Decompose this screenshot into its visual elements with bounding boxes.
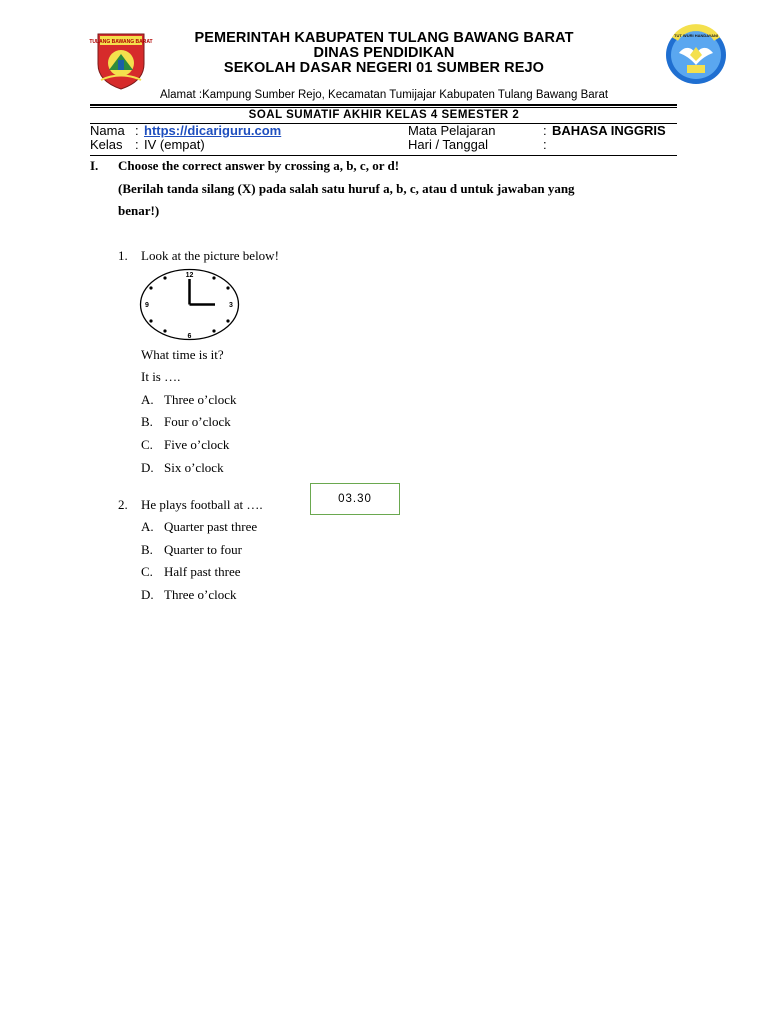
section-numeral: I. — [90, 158, 99, 173]
clock-label-12: 12 — [185, 272, 194, 279]
hari-colon: : — [543, 137, 547, 152]
exam-title: SOAL SUMATIF AKHIR KELAS 4 SEMESTER 2 — [248, 109, 520, 121]
q2-option-d-text[interactable]: Three o’clock — [164, 587, 237, 602]
clock-svg — [139, 268, 240, 341]
time-box: 03.30 — [310, 483, 400, 515]
mapel-colon: : — [543, 123, 547, 138]
nama-colon: : — [135, 123, 139, 138]
hari-label: Hari / Tanggal — [408, 137, 488, 152]
q1-option-a-letter[interactable]: A. — [141, 392, 154, 407]
q2-option-a-text[interactable]: Quarter past three — [164, 519, 258, 534]
q2-option-a-letter[interactable]: A. — [141, 519, 154, 534]
svg-text:TULANG BAWANG BARAT: TULANG BAWANG BARAT — [89, 39, 153, 45]
kelas-value: IV (empat) — [144, 137, 205, 152]
clock-label-3: 3 — [229, 302, 233, 309]
svg-text:TUT WURI HANDAYANI: TUT WURI HANDAYANI — [674, 33, 718, 38]
instruction-indonesian-line1: (Berilah tanda silang (X) pada salah satu huruf a, b, c, atau d untuk jawaban yang — [118, 181, 575, 196]
mapel-label: Mata Pelajaran — [408, 123, 496, 138]
clock-label-9: 9 — [145, 302, 149, 309]
q1-option-d-letter[interactable]: D. — [141, 460, 154, 475]
government-title: PEMERINTAH KABUPATEN TULANG BAWANG BARAT — [194, 30, 574, 46]
q1-option-d-text[interactable]: Six o’clock — [164, 460, 224, 475]
instruction-english: Choose the correct answer by crossing a, b, c, or d! — [118, 158, 400, 173]
q1-option-c-letter[interactable]: C. — [141, 437, 153, 452]
kelas-label: Kelas — [90, 137, 123, 152]
kelas-colon: : — [135, 137, 139, 152]
info-divider — [90, 155, 677, 156]
clock-label-6: 6 — [187, 333, 192, 340]
nama-label: Nama — [90, 123, 125, 138]
q1-option-b-letter[interactable]: B. — [141, 414, 153, 429]
question-2-prompt: He plays football at …. — [141, 497, 263, 512]
q2-option-d-letter[interactable]: D. — [141, 587, 154, 602]
question-1-sub1: What time is it? — [141, 347, 224, 362]
q2-option-b-text[interactable]: Quarter to four — [164, 542, 242, 557]
question-1-sub2: It is …. — [141, 369, 181, 384]
clock-image — [139, 268, 240, 341]
header-divider-thick — [90, 104, 677, 106]
department-title: DINAS PENDIDIKAN — [313, 45, 455, 61]
school-title: SEKOLAH DASAR NEGERI 01 SUMBER REJO — [223, 60, 545, 76]
q1-option-a-text[interactable]: Three o’clock — [164, 392, 237, 407]
q2-option-b-letter[interactable]: B. — [141, 542, 153, 557]
instruction-indonesian-line2: benar!) — [118, 203, 160, 218]
question-2-number: 2. — [118, 497, 128, 512]
mapel-value: BAHASA INGGRIS — [552, 123, 666, 138]
nama-link[interactable]: https://dicariguru.com — [144, 123, 282, 138]
q1-option-b-text[interactable]: Four o’clock — [164, 414, 231, 429]
school-address: Alamat :Kampung Sumber Rejo, Kecamatan Tumijajar Kabupaten Tulang Bawang Barat — [159, 89, 609, 101]
question-1-number: 1. — [118, 248, 128, 263]
q1-option-c-text[interactable]: Five o’clock — [164, 437, 230, 452]
q2-option-c-letter[interactable]: C. — [141, 564, 153, 579]
q2-option-c-text[interactable]: Half past three — [164, 564, 241, 579]
question-1-prompt: Look at the picture below! — [141, 248, 279, 263]
header-divider-thin — [90, 107, 677, 108]
